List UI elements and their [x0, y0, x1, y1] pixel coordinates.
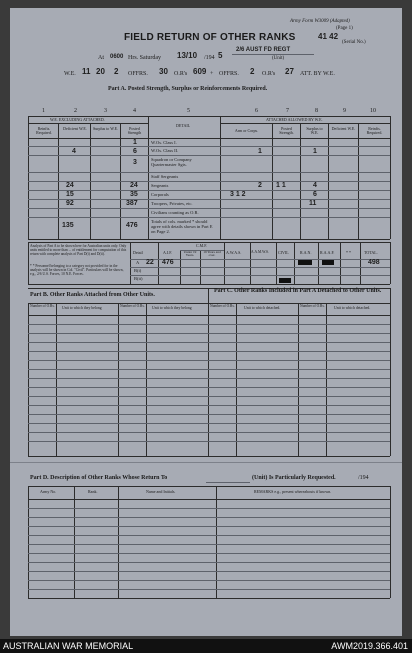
- head-deficient-r: Deficient W.E.: [331, 126, 356, 131]
- col-num-3: 3: [104, 108, 107, 114]
- ors-label-2: O.R's: [262, 71, 276, 77]
- analysis-cmf: C.M.F.: [196, 243, 208, 248]
- handwritten-serial: 41 42: [318, 32, 339, 41]
- handwritten-date: 13/10: [177, 51, 198, 60]
- page-title: FIELD RETURN OF OTHER RANKS: [124, 32, 296, 43]
- detail-header: DETAIL: [176, 123, 191, 128]
- part-d-underline: [206, 482, 250, 483]
- col-num-4: 4: [133, 108, 136, 114]
- part-d-year: /194: [358, 475, 369, 481]
- head-surplus-r: Surplus to W.E.: [306, 126, 323, 135]
- att-label: ATT. BY W.E.: [300, 71, 335, 77]
- handwritten-we-a: 11: [82, 67, 91, 76]
- row-arm: 2: [258, 182, 262, 189]
- unit-underline: [232, 54, 314, 55]
- head-posted-r: Posted Strength.: [279, 126, 294, 135]
- handwritten-offrs: 30: [159, 67, 168, 76]
- analysis-row-a: A: [136, 260, 140, 265]
- col-num-5: 5: [187, 108, 190, 114]
- col-num-1: 1: [42, 108, 45, 114]
- serial-label: (Serial No.): [342, 40, 366, 45]
- footer-left: AUSTRALIAN WAR MEMORIAL: [3, 641, 134, 651]
- head-deficient: Deficient W.E.: [63, 126, 87, 131]
- row-detail: Squadron or Company Quartermaster Sgts.: [151, 157, 192, 167]
- analysis-row-b2: B(ii): [134, 276, 143, 281]
- part-d-head-remarks: REMARKS e.g., present whereabouts if known.: [254, 489, 332, 494]
- at-label: At: [98, 55, 104, 61]
- row-surplus-r: 1: [313, 148, 317, 155]
- we-label: W.E.: [64, 71, 76, 77]
- row-detail: Sergeants: [151, 183, 169, 188]
- row-detail: Civilians counting as O.R.: [151, 210, 199, 215]
- analysis-head-detail: Detail: [133, 250, 143, 255]
- row-posted: 3: [133, 159, 137, 166]
- row-posted: 24: [130, 182, 138, 189]
- col-num-7: 7: [286, 108, 289, 114]
- row-deficient: 92: [66, 200, 74, 207]
- handwritten-unit: 2/6 AUST FD REGT: [236, 47, 291, 53]
- part-b-title: Part B. Other Ranks Attached from Other Units.: [30, 292, 155, 298]
- plus-sign: +: [210, 71, 214, 77]
- analysis-head-star: * *: [346, 250, 351, 255]
- part-a-title: Part A. Posted Strength, Surplus or Reinforcements Required.: [108, 86, 268, 92]
- analysis-head-over19: 19 Years and over.: [203, 250, 221, 258]
- part-b-head-unit-2: Unit to which they belong: [152, 306, 192, 310]
- row-posted-r: 1 1: [276, 182, 286, 189]
- part-d-title-2: (Unit) Is Particularly Requested.: [252, 475, 336, 481]
- redaction-mark: [322, 260, 334, 265]
- row-deficient: 135: [62, 222, 74, 229]
- row-detail: Totals of cols. marked * should agree with details shown in Part E on Page 2.: [151, 219, 213, 234]
- row-arm: 3 1 2: [230, 191, 246, 198]
- analysis-aif-value: 22: [146, 259, 154, 266]
- col-num-9: 9: [343, 108, 346, 114]
- analysis-note: Analysis of Part A to be shown here for Australian units only. Only units entitled to more than ... of entitlement for computation of this return with complete analysis of Part D(i) and D(ii).: [30, 244, 127, 257]
- row-deficient: 15: [66, 191, 74, 198]
- analysis-row-b1: B(i): [134, 268, 142, 273]
- handwritten-we-c: 2: [114, 67, 119, 76]
- row-posted: 387: [126, 200, 138, 207]
- head-arm: Arm or Corps.: [234, 128, 259, 133]
- army-form-label: Army Form W3009 (Adapted): [290, 19, 350, 24]
- analysis-head-raaf: R.A.A.F.: [320, 250, 335, 255]
- offrs-label-2: OFFRS.: [219, 71, 239, 77]
- row-posted: 35: [130, 191, 138, 198]
- col-num-6: 6: [255, 108, 258, 114]
- handwritten-we-b: 20: [96, 67, 105, 76]
- part-b-head-number-2: Number of O.Rs.: [120, 304, 145, 308]
- col-num-2: 2: [74, 108, 77, 114]
- part-b-head-unit: Unit to which they belong: [62, 306, 102, 310]
- analysis-head-aif: A.I.F.: [163, 250, 173, 255]
- row-surplus-r: 11: [309, 200, 317, 207]
- unit-label: (Unit): [272, 56, 285, 61]
- part-b-head-number: Number of O.Rs.: [30, 304, 55, 308]
- analysis-head-civil: CIVIL: [278, 250, 289, 255]
- row-surplus-r: 6: [313, 191, 317, 198]
- ors-label: O.R's: [174, 71, 188, 77]
- part-d-head-rank: Rank.: [88, 489, 98, 494]
- row-arm: 1: [258, 148, 262, 155]
- analysis-head-aamws: A.A.M.W.S.: [251, 250, 269, 254]
- part-c-head-number: Number of O.Rs.: [210, 304, 235, 308]
- handwritten-year: 5: [218, 51, 223, 60]
- analysis-head-ran: R.A.N.: [300, 250, 312, 255]
- part-c-head-number-2: Number of O.Rs.: [300, 304, 325, 308]
- handwritten-ors: 609: [193, 67, 207, 76]
- row-detail: W.Os. Class II.: [151, 148, 179, 153]
- part-c-head-unit: Unit to which detached.: [244, 306, 281, 310]
- handwritten-time: 0600: [110, 54, 124, 60]
- row-detail: W.Os. Class I.: [151, 140, 177, 145]
- row-deficient: 4: [72, 148, 76, 155]
- head-reinfts: Reinfts. Required.: [36, 126, 52, 135]
- offrs-label: OFFRS.: [128, 71, 148, 77]
- analysis-note-2: * * Personnel belonging to a category not provided for in the analysis will be shown in Col. "Civil". Particulars will be shown, e.g., 2/6 U.S. Forces, 10 N.E. Forces.: [30, 264, 124, 277]
- analysis-head-awas: A.W.A.S.: [226, 250, 242, 255]
- head-posted: Posted Strength: [127, 126, 142, 135]
- part-c-title: Part C. Other Ranks Included in Part A Detached to Other Units.: [214, 288, 382, 294]
- part-d-title: Part D. Description of Other Ranks Whose Return To: [30, 475, 168, 481]
- we-excluding-header: W.E. EXCLUDING ATTACHED.: [50, 117, 105, 122]
- page-label: (Page 1): [336, 26, 353, 31]
- analysis-cmf-value: 476: [162, 259, 174, 266]
- archive-footer: [0, 639, 412, 653]
- analysis-head-under19: Under 19 Years.: [183, 250, 197, 258]
- row-detail: Corporals: [151, 192, 169, 197]
- row-surplus-r: 4: [313, 182, 317, 189]
- row-posted: 6: [133, 148, 137, 155]
- analysis-head-total: TOTAL.: [364, 250, 378, 255]
- perforation-line: [10, 462, 402, 463]
- analysis-total-value: 498: [368, 259, 380, 266]
- col-num-10: 10: [370, 108, 376, 114]
- row-posted: 1: [133, 139, 137, 146]
- year-label: /194: [204, 55, 215, 61]
- form-paper: [10, 8, 402, 636]
- col-num-8: 8: [315, 108, 318, 114]
- hrs-saturday-label: Hrs. Saturday: [128, 55, 161, 61]
- handwritten-offrs-2: 2: [250, 67, 255, 76]
- attached-header: ATTACHED ALLOWED BY W.E.: [266, 117, 323, 122]
- redaction-mark: [298, 260, 312, 265]
- part-d-head-name: Name and Initials.: [146, 489, 176, 494]
- row-detail: Staff Sergeants: [151, 174, 179, 179]
- handwritten-ors-2: 27: [285, 67, 294, 76]
- part-c-head-unit-2: Unit to which detached.: [334, 306, 371, 310]
- redaction-mark: [279, 278, 291, 283]
- row-posted: 476: [126, 222, 138, 229]
- head-surplus: Surplus to W.E.: [92, 126, 119, 131]
- head-reinfts-r: Reinfts. Required.: [366, 126, 383, 135]
- row-deficient: 24: [66, 182, 74, 189]
- row-detail: Troopers, Privates, etc.: [151, 201, 193, 206]
- footer-right: AWM2019.366.401: [331, 641, 408, 651]
- part-d-head-army-no: Army No.: [40, 489, 57, 494]
